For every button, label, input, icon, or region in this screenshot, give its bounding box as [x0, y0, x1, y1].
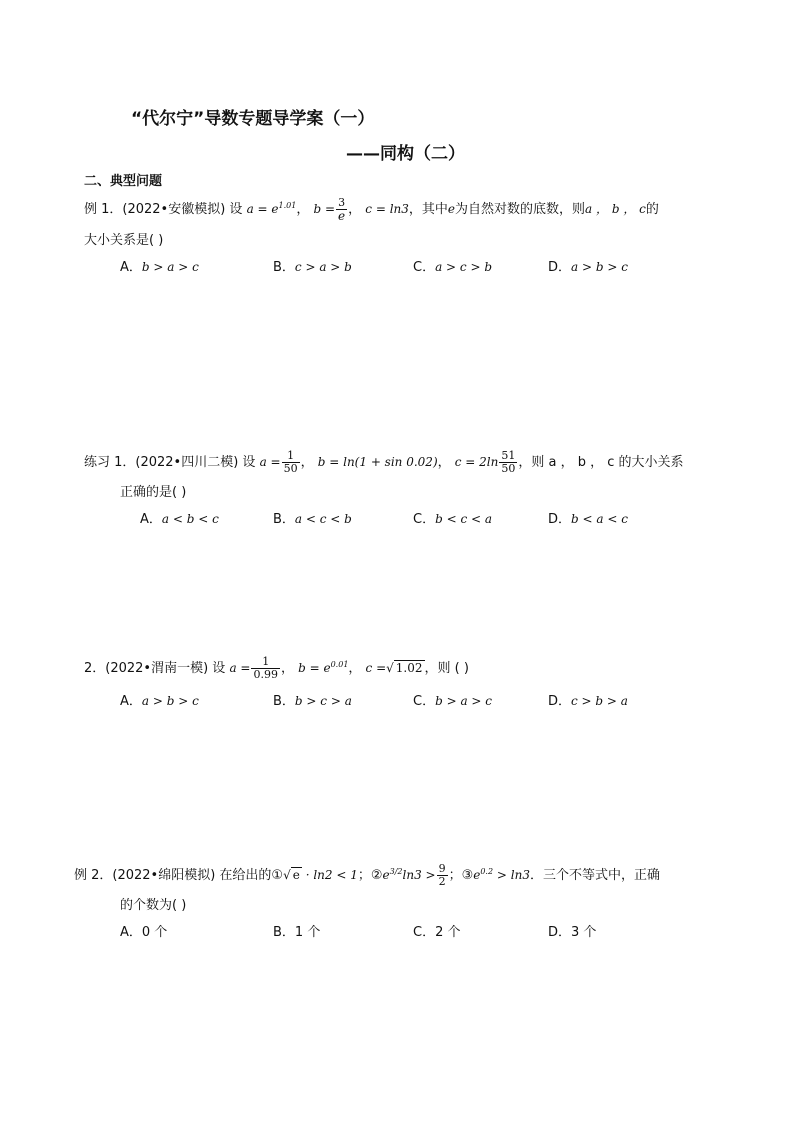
example-2-option-d: D．3 个	[548, 925, 597, 940]
example-1-question: 例 1．(2022•安徽模拟) 设 $a = e^{1.01}$， b = $\frac{3}{e}$ ， c = ln3，其中e为自然对数的底数，则a ， b ， c的	[84, 196, 659, 223]
practice-1-option-d: D．b < a < c	[548, 512, 628, 527]
example-1-c-def: c = ln3	[365, 202, 409, 216]
example-1-option-b: B．c > a > b	[273, 260, 352, 275]
practice-2-option-a: A．a > b > c	[120, 694, 199, 709]
example-1-b-lhs: b =	[313, 202, 336, 216]
practice-1-question: 练习 1．(2022•四川二模) 设 a = $\frac{1}{50}$ ， b = ln(1 + sin 0.02)， c = 2ln $\frac{51}{50}$ ，则 a ， b ， c 的大小关系	[84, 449, 684, 475]
example-2-ineq-1: √ e · ln2 < 1	[283, 868, 358, 882]
example-1-b-frac: $\frac{3}{e}$	[338, 196, 346, 223]
page-subtitle: ——同构（二）	[346, 144, 465, 164]
section-heading: 二、典型问题	[84, 174, 163, 189]
page-title: “代尔宁”导数专题导学案（一）	[131, 109, 375, 129]
example-1-prefix: 例 1．(2022•安徽模拟) 设	[84, 202, 243, 217]
example-2-ineq-3: $e^{0.2} > \ln 3$	[473, 867, 530, 882]
example-1-option-c: C．a > c > b	[413, 260, 493, 275]
practice-1-option-c: C．b < c < a	[413, 512, 493, 527]
practice-1-option-b: B．a < c < b	[273, 512, 352, 527]
example-2-line2: 的个数为( )	[120, 898, 187, 913]
example-1-vars: a ， b ， c	[585, 202, 646, 216]
practice-2-b-def: $b = e^{0.01}$	[298, 660, 349, 675]
practice-2-option-c: C．b > a > c	[413, 694, 493, 709]
example-2-ineq-2: $e^{3/2}\ln 3$ >	[382, 867, 436, 882]
practice-1-option-a: A．a < b < c	[140, 512, 219, 527]
example-2-option-c: C．2 个	[413, 925, 461, 940]
practice-1-c-frac: $\frac{51}{50}$	[501, 449, 516, 475]
practice-2-c-sqrt: √ 1.02	[386, 661, 423, 675]
practice-1-b-def: b = ln(1 + sin 0.02)	[317, 455, 438, 469]
example-2-option-b: B．1 个	[273, 925, 321, 940]
practice-1-line2: 正确的是( )	[120, 485, 187, 500]
example-2-option-a: A．0 个	[120, 925, 168, 940]
practice-2-option-d: D．c > b > a	[548, 694, 628, 709]
practice-2-question: 2．(2022•渭南一模) 设 a = $\frac{1}{0.99}$ ， $b = e^{0.01}$， c =√ 1.02 ，则 ( )	[84, 655, 469, 681]
practice-2-option-b: B．b > c > a	[273, 694, 352, 709]
example-1-option-d: D．a > b > c	[548, 260, 628, 275]
example-1-option-a: A．b > a > c	[120, 260, 199, 275]
practice-2-a-frac: $\frac{1}{0.99}$	[253, 655, 278, 681]
example-1-line2: 大小关系是( )	[84, 233, 164, 248]
practice-1-a-frac: $\frac{1}{50}$	[283, 449, 298, 475]
example-2-question: 例 2．(2022•绵阳模拟) 在给出的①√ e · ln2 < 1；$②e^{3/2}\ln 3$ > $\frac{9}{2}$ ；$③e^{0.2} > \ln 3$．三个不等式中，正确	[74, 862, 660, 888]
example-1-a-def: $a = e^{1.01}$	[246, 201, 297, 216]
example-2-ineq-2-frac: $\frac{9}{2}$	[438, 862, 446, 888]
